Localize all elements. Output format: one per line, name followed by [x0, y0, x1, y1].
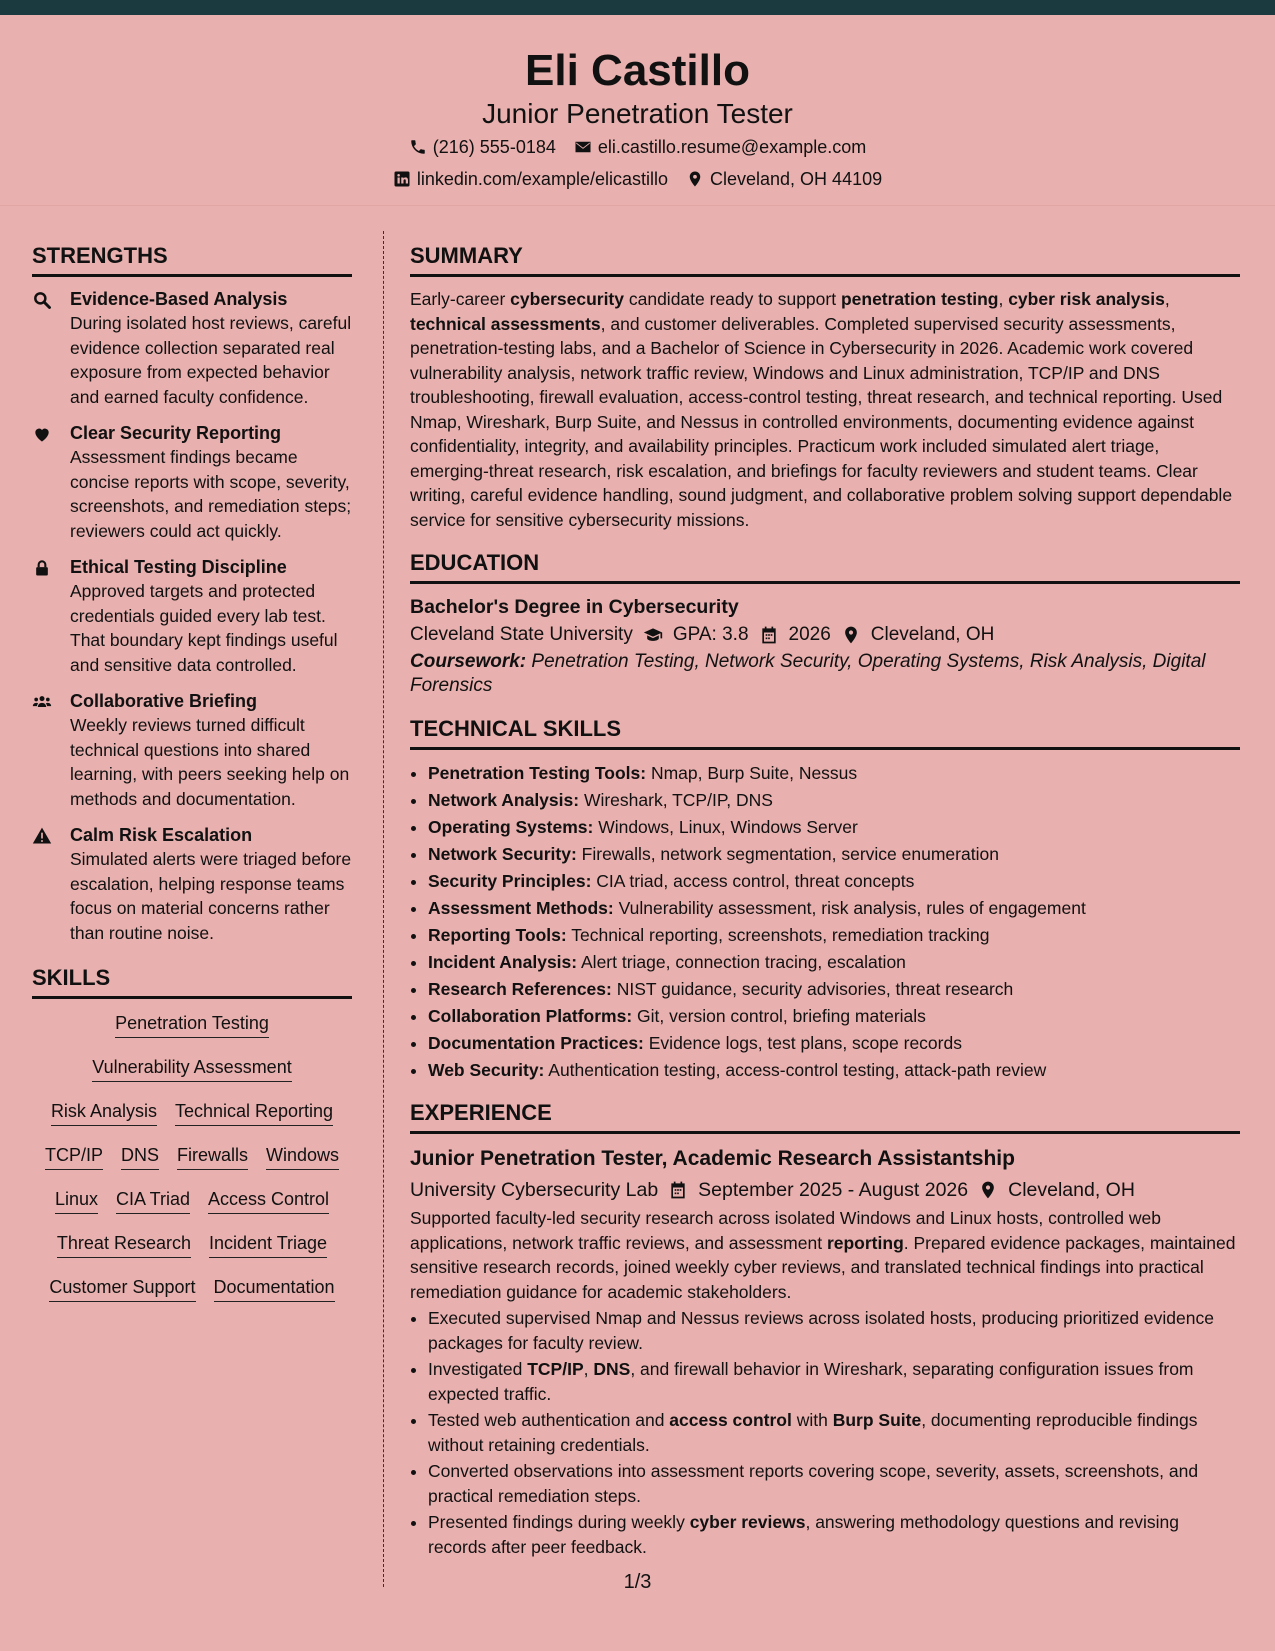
job-bullet	[428, 1408, 1240, 1457]
bold-keyword: cyber reviews	[689, 1512, 806, 1532]
skill-tag: Linux	[55, 1187, 98, 1214]
job-meta	[410, 1174, 1240, 1206]
strength-text	[70, 287, 352, 409]
bold-keyword: cybersecurity	[510, 289, 624, 309]
text-segment: . Prepared evidence packages, maintained sensitive research records, joined weekly cyber reviews, and translated technical findings into practical remediation guidance for academic stakeholders.	[410, 1232, 1236, 1302]
bold-keyword: technical assessments	[410, 313, 601, 334]
bold-keyword: reporting	[826, 1232, 904, 1253]
candidate-name: Eli Castillo	[525, 46, 750, 95]
job-bullet	[428, 1459, 1240, 1508]
technical-skill-item	[428, 1003, 1240, 1030]
graduation-year: 2026	[788, 624, 831, 645]
skill-row	[32, 1275, 352, 1302]
skill-category: Network Security:	[428, 844, 577, 864]
contact-line-2	[0, 163, 1275, 195]
strength-desc: Approved targets and protected credentials guided every lab test. That boundary kept findings useful and sensitive data controlled.	[70, 581, 338, 675]
technical-skill-item	[428, 787, 1240, 814]
skill-row	[32, 1187, 352, 1214]
job-description	[410, 1206, 1240, 1304]
envelope-icon	[574, 138, 592, 156]
map-pin-icon	[686, 170, 704, 188]
skill-row	[32, 1099, 352, 1126]
education-heading: EDUCATION	[410, 548, 1240, 584]
resume-body	[0, 206, 1275, 1651]
strength-title: Evidence-Based Analysis	[70, 289, 288, 309]
text-segment: Executed supervised Nmap and Nessus reviews across isolated hosts, producing prioritized evidence packages for faculty review.	[428, 1308, 1214, 1353]
text-segment: , and firewall behavior in Wireshark, separating configuration issues from expected traffic.	[428, 1359, 1194, 1404]
map-pin-icon	[978, 1180, 998, 1200]
text-segment: candidate ready to support	[624, 289, 841, 309]
technical-skill-item	[428, 895, 1240, 922]
strengths-heading: STRENGTHS	[32, 241, 352, 277]
linkedin-text: linkedin.com/example/elicastillo	[416, 169, 668, 189]
contact-linkedin[interactable]	[393, 163, 668, 195]
text-segment: Investigated	[428, 1359, 528, 1379]
lock-icon	[32, 555, 60, 677]
skill-tag: Threat Research	[57, 1231, 191, 1258]
technical-skill-item	[428, 922, 1240, 949]
coursework-list: Penetration Testing, Network Security, Operating Systems, Risk Analysis, Digital Forensics	[410, 651, 1206, 696]
text-segment: , and customer deliverables. Completed supervised security assessments, penetration-testing labs, and a Bachelor of Science in Cybersecurity in 2026. Academic work covered vulnerability analysis, network traffic review, Windows and Linux administration, TCP/IP and DNS troubleshooting, firewall evaluation, access-control testing, threat research, and technical reporting. Used Nmap, Wireshark, Burp Suite, and Nessus in controlled environments, documenting evidence against confidentiality, integrity, and availability principles. Practicum work included simulated alert triage, emerging-threat research, risk escalation, and briefings for faculty reviewers and student teams. Clear writing, careful evidence handling, sound judgment, and collaborative problem solving support dependable service for sensitive cybersecurity missions.	[410, 313, 1233, 530]
text-segment: ,	[1164, 289, 1170, 309]
text-segment: , answering methodology questions and revising records after peer feedback.	[428, 1512, 1180, 1557]
text-segment: Presented findings during weekly	[428, 1512, 690, 1532]
summary-heading: SUMMARY	[410, 241, 1240, 277]
bold-keyword: penetration testing	[840, 289, 999, 309]
contact-line-1	[0, 131, 1275, 163]
education-meta	[410, 620, 1240, 650]
skill-category: Operating Systems:	[428, 817, 594, 837]
skill-values: Technical reporting, screenshots, remediation tracking	[566, 925, 990, 945]
graduation-cap-icon	[643, 625, 663, 645]
skill-values: Alert triage, connection tracing, escalation	[577, 952, 906, 972]
skills-heading: SKILLS	[32, 963, 352, 999]
coursework	[410, 650, 1240, 698]
skills-list	[32, 1009, 352, 1302]
strength-text	[70, 555, 352, 677]
text-segment: Tested web authentication and	[428, 1410, 670, 1430]
bold-keyword: TCP/IP	[527, 1359, 584, 1379]
strength-text	[70, 421, 352, 543]
linkedin-icon	[393, 170, 411, 188]
skill-category: Reporting Tools:	[428, 925, 567, 945]
skill-tag: Access Control	[208, 1187, 329, 1214]
school-location: Cleveland, OH	[870, 624, 995, 645]
skill-category: Network Analysis:	[428, 790, 580, 810]
strength-item	[32, 287, 352, 409]
strength-desc: Assessment findings became concise reports with scope, severity, screenshots, and remediation steps; reviewers could act quickly.	[70, 447, 352, 541]
phone-icon	[409, 138, 427, 156]
technical-skill-item	[428, 868, 1240, 895]
technical-skill-item	[428, 949, 1240, 976]
job-title: Junior Penetration Tester, Academic Research Assistantship	[410, 1147, 1015, 1170]
skill-values: Nmap, Burp Suite, Nessus	[646, 763, 858, 783]
calendar-icon	[759, 625, 779, 645]
coursework-label: Coursework:	[410, 651, 527, 672]
search-icon	[32, 287, 60, 409]
job-bullet	[428, 1306, 1240, 1355]
location-text: Cleveland, OH 44109	[710, 169, 883, 189]
left-column	[32, 241, 352, 1319]
skill-tag: Technical Reporting	[175, 1099, 333, 1126]
skill-category: Collaboration Platforms:	[428, 1006, 633, 1026]
technical-skill-item	[428, 1057, 1240, 1084]
text-segment: with	[791, 1410, 833, 1430]
skill-tag: Risk Analysis	[51, 1099, 157, 1126]
summary-text	[410, 287, 1240, 532]
job-bullets	[410, 1306, 1240, 1559]
job-org: University Cybersecurity Lab	[410, 1179, 659, 1201]
top-bar	[0, 0, 1275, 15]
skill-tag: Vulnerability Assessment	[92, 1055, 291, 1082]
strength-desc: Weekly reviews turned difficult technical questions into shared learning, with peers seeking help on methods and documentation.	[70, 715, 350, 809]
bold-keyword: Burp Suite	[832, 1410, 922, 1430]
page-number: 1/3	[623, 1571, 652, 1593]
text-segment: Early-career	[410, 289, 511, 309]
technical-skill-item	[428, 976, 1240, 1003]
text-segment: , documenting reproducible findings without retaining credentials.	[428, 1410, 1198, 1455]
text-segment: ,	[583, 1359, 594, 1379]
skill-values: Vulnerability assessment, risk analysis, rules of engagement	[613, 898, 1086, 918]
strength-title: Calm Risk Escalation	[70, 825, 253, 845]
strength-item	[32, 689, 352, 811]
skill-row	[32, 1143, 352, 1170]
skill-category: Security Principles:	[428, 871, 592, 891]
text-segment: ,	[998, 289, 1009, 309]
contact-phone	[409, 131, 556, 163]
degree-title: Bachelor's Degree in Cybersecurity	[410, 596, 739, 618]
warning-icon	[32, 823, 60, 945]
strength-text	[70, 689, 352, 811]
skill-values: Wireshark, TCP/IP, DNS	[579, 790, 773, 810]
skill-values: NIST guidance, security advisories, threat research	[611, 979, 1014, 999]
skill-tag: Windows	[266, 1143, 339, 1170]
column-divider	[383, 231, 384, 1587]
calendar-icon	[668, 1180, 688, 1200]
skill-tag: Incident Triage	[209, 1231, 327, 1258]
skill-tag: TCP/IP	[45, 1143, 103, 1170]
job-location: Cleveland, OH	[1008, 1179, 1135, 1201]
skill-tag: Documentation	[214, 1275, 335, 1302]
skill-values: Firewalls, network segmentation, service enumeration	[576, 844, 999, 864]
skill-category: Incident Analysis:	[428, 952, 578, 972]
strength-title: Clear Security Reporting	[70, 423, 282, 443]
text-segment: Converted observations into assessment reports covering scope, severity, assets, screenshots, and practical remediation steps.	[428, 1461, 1199, 1506]
right-column	[410, 241, 1240, 1561]
contact-email[interactable]	[574, 131, 866, 163]
skill-values: Windows, Linux, Windows Server	[593, 817, 858, 837]
skill-tag: Penetration Testing	[115, 1011, 269, 1038]
job-dates: September 2025 - August 2026	[698, 1179, 969, 1201]
phone-text: (216) 555-0184	[432, 137, 556, 157]
text-segment: Supported faculty-led security research across isolated Windows and Linux hosts, controlled web applications, network traffic reviews, and assessment	[410, 1208, 1161, 1253]
strength-item	[32, 823, 352, 945]
map-pin-icon	[841, 625, 861, 645]
strength-title: Ethical Testing Discipline	[70, 557, 287, 577]
experience-heading: EXPERIENCE	[410, 1098, 1240, 1134]
skill-category: Research References:	[428, 979, 612, 999]
bold-keyword: DNS	[593, 1359, 631, 1379]
skill-tag: Customer Support	[49, 1275, 195, 1302]
technical-skills-list	[410, 760, 1240, 1084]
skill-category: Penetration Testing Tools:	[428, 763, 647, 783]
technical-skills-heading: TECHNICAL SKILLS	[410, 714, 1240, 750]
skill-tag: DNS	[121, 1143, 159, 1170]
skill-row	[32, 1011, 352, 1038]
users-icon	[32, 689, 60, 811]
heart-icon	[32, 421, 60, 543]
skill-values: CIA triad, access control, threat concepts	[591, 871, 915, 891]
strengths-list	[32, 287, 352, 945]
strength-title: Collaborative Briefing	[70, 691, 258, 711]
skill-row	[32, 1055, 352, 1082]
skill-values: Git, version control, briefing materials	[632, 1006, 926, 1026]
technical-skill-item	[428, 841, 1240, 868]
job-bullet	[428, 1510, 1240, 1559]
bold-keyword: cyber risk analysis	[1008, 289, 1165, 309]
technical-skill-item	[428, 1030, 1240, 1057]
candidate-title: Junior Penetration Tester	[482, 98, 793, 129]
bold-keyword: access control	[669, 1410, 792, 1430]
skill-category: Documentation Practices:	[428, 1033, 644, 1053]
resume-header	[0, 15, 1275, 206]
strength-desc: Simulated alerts were triaged before escalation, helping response teams focus on material concerns rather than routine noise.	[70, 849, 352, 943]
skill-tag: CIA Triad	[116, 1187, 190, 1214]
skill-values: Authentication testing, access-control testing, attack-path review	[544, 1060, 1047, 1080]
technical-skill-item	[428, 760, 1240, 787]
skill-row	[32, 1231, 352, 1258]
contact-location	[686, 163, 882, 195]
skill-category: Assessment Methods:	[428, 898, 614, 918]
strength-desc: During isolated host reviews, careful evidence collection separated real exposure from expected behavior and earned faculty confidence.	[70, 313, 352, 407]
strength-item	[32, 421, 352, 543]
strength-item	[32, 555, 352, 677]
strength-text	[70, 823, 352, 945]
skill-values: Evidence logs, test plans, scope records	[643, 1033, 962, 1053]
job-bullet	[428, 1357, 1240, 1406]
gpa: GPA: 3.8	[672, 624, 749, 645]
skill-category: Web Security:	[428, 1060, 545, 1080]
technical-skill-item	[428, 814, 1240, 841]
school-name: Cleveland State University	[410, 624, 633, 645]
email-text: eli.castillo.resume@example.com	[597, 137, 867, 157]
skill-tag: Firewalls	[177, 1143, 248, 1170]
